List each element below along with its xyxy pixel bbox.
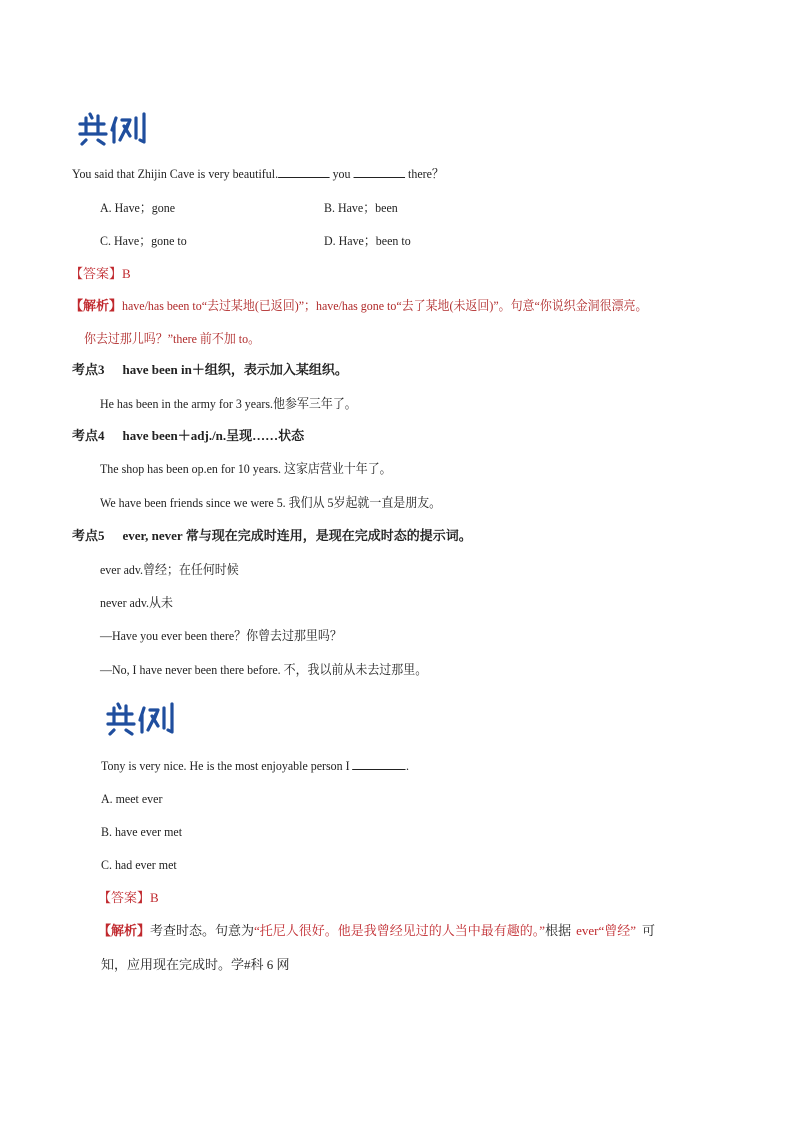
point-example: We have been friends since we were 5. 我们从 5岁起就一直是朋友。 xyxy=(100,495,442,510)
point-example: The shop has been op.en for 10 years. 这家店营业十年了。 xyxy=(100,461,392,476)
answer-value: B xyxy=(150,890,159,905)
point-heading: 考点4 have been＋adj./n.呈现……状态 xyxy=(72,428,305,443)
analysis-line: 【解析】have/has been to“去过某地(已返回)”；have/has gone to“去了某地(未返回)”。句意“你说织金洞很漂亮。 xyxy=(70,298,648,313)
option-d: D. Have；been to xyxy=(324,233,411,248)
analysis-line: 【解析】考查时态。句意为“托尼人很好。他是我曾经见过的人当中最有趣的。”根据 ever“曾经” 可 xyxy=(98,923,656,938)
example2-question: Tony is very nice. He is the most enjoyable person I . xyxy=(101,758,409,773)
option-c: C. had ever met xyxy=(101,857,177,872)
option-a: A. Have；gone xyxy=(100,200,176,215)
answer-tag: 【答案】 xyxy=(70,266,123,281)
answer-line xyxy=(70,265,131,283)
point-heading: 考点3 have been in＋组织，表示加入某组织。 xyxy=(72,362,348,377)
option-c: C. Have；gone to xyxy=(100,233,187,248)
option-b: B. Have；been xyxy=(324,200,398,215)
analysis-tag: 【解析】 xyxy=(98,923,151,938)
answer-value: B xyxy=(122,266,131,281)
example1-question: You said that Zhijin Cave is very beautiful. you there？ xyxy=(72,166,444,181)
point-example: —No, I have never been there before. 不，我以前从未去过那里。 xyxy=(100,662,428,677)
answer-blank xyxy=(353,757,406,770)
point-example: He has been in the army for 3 years.他参军三年了。 xyxy=(100,396,357,411)
analysis-line-cont: 你去过那儿吗？”there 前不加 to。 xyxy=(84,331,261,346)
point-heading: 考点5 ever, never 常与现在完成时连用，是现在完成时态的提示词。 xyxy=(72,528,472,543)
analysis-line-cont: 知，应用现在完成时。学#科 6 网 xyxy=(101,957,290,972)
answer-line xyxy=(98,889,159,907)
answer-tag: 【答案】 xyxy=(98,890,151,905)
option-a: A. meet ever xyxy=(101,791,163,806)
answer-blank xyxy=(278,165,330,178)
answer-blank xyxy=(354,165,406,178)
example-logo-icon xyxy=(76,110,152,146)
analysis-tag: 【解析】 xyxy=(70,298,123,313)
point-example: never adv.从未 xyxy=(100,595,173,610)
point-example: ever adv.曾经；在任何时候 xyxy=(100,562,239,577)
option-b: B. have ever met xyxy=(101,824,183,839)
point-example: —Have you ever been there？你曾去过那里吗？ xyxy=(100,628,342,643)
example-logo-icon xyxy=(104,700,180,736)
